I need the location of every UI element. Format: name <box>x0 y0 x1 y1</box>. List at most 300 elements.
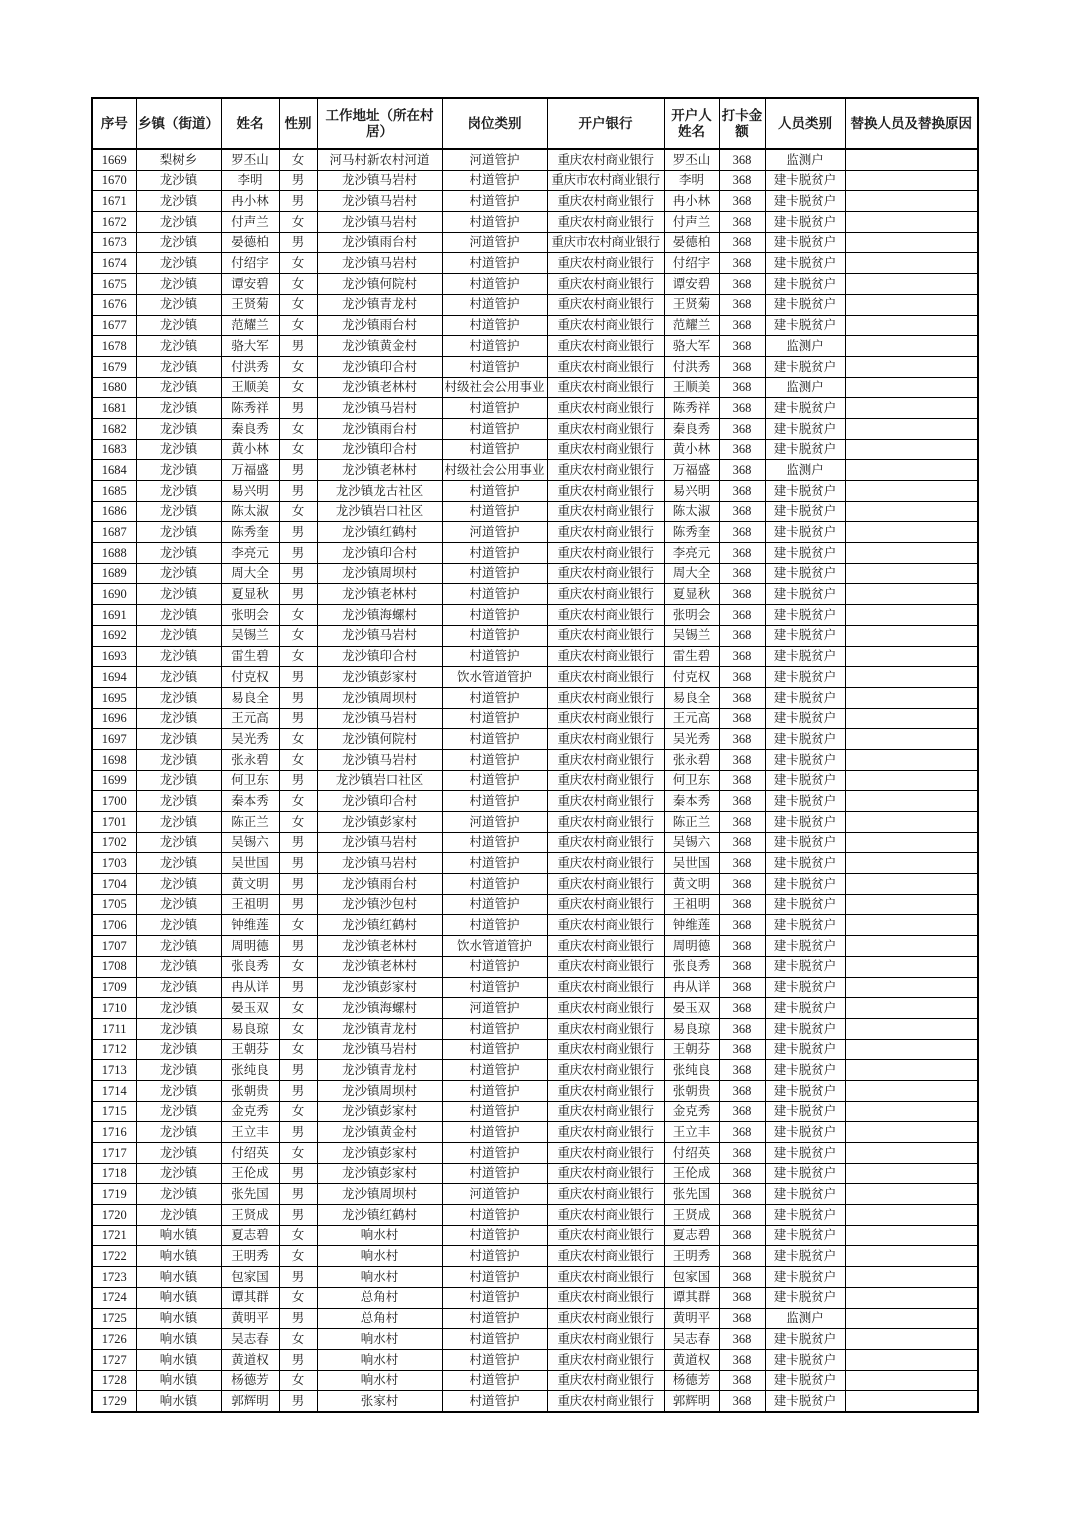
table-cell-leibie: 建卡脱贫户 <box>765 1039 845 1060</box>
table-row <box>92 853 978 874</box>
table-cell-xuhao: 1717 <box>92 1143 136 1164</box>
table-cell-xiangzhen: 龙沙镇 <box>136 956 221 977</box>
table-cell-dizhi: 龙沙镇沙包村 <box>317 894 442 915</box>
table-cell-leibie: 建卡脱贫户 <box>765 853 845 874</box>
table-cell-yinhang: 重庆农村商业银行 <box>547 1060 664 1081</box>
table-cell-kaihuren: 付洪秀 <box>664 356 719 377</box>
table-cell-yinhang: 重庆农村商业银行 <box>547 543 664 564</box>
table-cell-xuhao: 1694 <box>92 667 136 688</box>
table-cell-xingming: 雷生碧 <box>221 646 279 667</box>
table-cell-jine: 368 <box>719 687 765 708</box>
table-cell-kaihuren: 陈秀祥 <box>664 398 719 419</box>
table-cell-dizhi: 龙沙镇龙古社区 <box>317 481 442 502</box>
table-cell-xingbie: 男 <box>279 191 317 212</box>
table-row <box>92 977 978 998</box>
table-cell-yinhang: 重庆农村商业银行 <box>547 1122 664 1143</box>
table-cell-yinhang: 重庆农村商业银行 <box>547 646 664 667</box>
table-cell-xuhao: 1720 <box>92 1205 136 1226</box>
table-cell-gangwei: 村道管护 <box>442 749 547 770</box>
table-cell-gangwei: 村道管护 <box>442 253 547 274</box>
table-cell-kaihuren: 黄文明 <box>664 874 719 895</box>
table-cell-dizhi: 龙沙镇岩口社区 <box>317 770 442 791</box>
table-cell-jine: 368 <box>719 191 765 212</box>
table-cell-gangwei: 村道管护 <box>442 729 547 750</box>
table-cell-xingbie: 男 <box>279 1391 317 1412</box>
table-cell-xuhao: 1687 <box>92 522 136 543</box>
table-cell-xingming: 张先国 <box>221 1184 279 1205</box>
table-cell-gangwei: 河道管护 <box>442 522 547 543</box>
table-cell-leibie: 建卡脱贫户 <box>765 1246 845 1267</box>
table-row <box>92 749 978 770</box>
table-cell-xingming: 范耀兰 <box>221 315 279 336</box>
table-cell-dizhi: 龙沙镇印合村 <box>317 646 442 667</box>
table-cell-dizhi: 龙沙镇老林村 <box>317 584 442 605</box>
table-cell-xingbie: 女 <box>279 998 317 1019</box>
table-row <box>92 356 978 377</box>
table-cell-jine: 368 <box>719 584 765 605</box>
table-cell-yinhang: 重庆农村商业银行 <box>547 481 664 502</box>
table-cell-dizhi: 龙沙镇周坝村 <box>317 563 442 584</box>
table-cell-jine: 368 <box>719 1184 765 1205</box>
table-row <box>92 191 978 212</box>
table-cell-tihuan <box>845 708 978 729</box>
table-cell-jine: 368 <box>719 1287 765 1308</box>
table-row <box>92 625 978 646</box>
table-cell-gangwei: 村道管护 <box>442 543 547 564</box>
table-cell-xingbie: 女 <box>279 1143 317 1164</box>
table-row <box>92 1246 978 1267</box>
table-cell-dizhi: 总角村 <box>317 1308 442 1329</box>
table-cell-leibie: 建卡脱贫户 <box>765 1184 845 1205</box>
table-cell-xingbie: 女 <box>279 1018 317 1039</box>
table-cell-dizhi: 龙沙镇印合村 <box>317 356 442 377</box>
table-cell-xingming: 金克秀 <box>221 1101 279 1122</box>
table-cell-leibie: 建卡脱贫户 <box>765 1225 845 1246</box>
table-cell-leibie: 建卡脱贫户 <box>765 170 845 191</box>
table-cell-leibie: 建卡脱贫户 <box>765 212 845 233</box>
column-header-tihuan: 替换人员及替换原因 <box>845 98 978 149</box>
table-cell-jine: 368 <box>719 170 765 191</box>
table-cell-gangwei: 村道管护 <box>442 274 547 295</box>
table-cell-jine: 368 <box>719 1349 765 1370</box>
table-row <box>92 1101 978 1122</box>
table-cell-xingming: 陈秀祥 <box>221 398 279 419</box>
table-cell-xuhao: 1695 <box>92 687 136 708</box>
table-cell-jine: 368 <box>719 460 765 481</box>
table-cell-gangwei: 村道管护 <box>442 605 547 626</box>
table-cell-jine: 368 <box>719 708 765 729</box>
table-cell-xingbie: 男 <box>279 460 317 481</box>
table-cell-dizhi: 龙沙镇彭家村 <box>317 667 442 688</box>
table-cell-tihuan <box>845 212 978 233</box>
table-cell-kaihuren: 谭安碧 <box>664 274 719 295</box>
table-cell-gangwei: 村道管护 <box>442 1143 547 1164</box>
table-cell-xingming: 付绍宇 <box>221 253 279 274</box>
table-cell-yinhang: 重庆农村商业银行 <box>547 936 664 957</box>
table-cell-gangwei: 村道管护 <box>442 170 547 191</box>
table-cell-yinhang: 重庆农村商业银行 <box>547 191 664 212</box>
table-cell-dizhi: 龙沙镇黄金村 <box>317 1122 442 1143</box>
table-row <box>92 1163 978 1184</box>
table-cell-tihuan <box>845 418 978 439</box>
table-cell-tihuan <box>845 253 978 274</box>
table-cell-xiangzhen: 响水镇 <box>136 1267 221 1288</box>
table-cell-leibie: 建卡脱贫户 <box>765 812 845 833</box>
table-row <box>92 874 978 895</box>
table-cell-kaihuren: 万福盛 <box>664 460 719 481</box>
table-cell-jine: 368 <box>719 915 765 936</box>
table-row <box>92 1018 978 1039</box>
table-cell-gangwei: 村道管护 <box>442 336 547 357</box>
column-header-yinhang: 开户银行 <box>547 98 664 149</box>
table-cell-jine: 368 <box>719 501 765 522</box>
table-cell-xiangzhen: 龙沙镇 <box>136 770 221 791</box>
table-cell-leibie: 建卡脱贫户 <box>765 936 845 957</box>
table-row <box>92 936 978 957</box>
table-row <box>92 1184 978 1205</box>
table-cell-jine: 368 <box>719 1308 765 1329</box>
table-cell-xingming: 晏玉双 <box>221 998 279 1019</box>
table-cell-xingbie: 男 <box>279 563 317 584</box>
table-cell-gangwei: 村道管护 <box>442 294 547 315</box>
table-cell-kaihuren: 周大全 <box>664 563 719 584</box>
table-cell-dizhi: 龙沙镇彭家村 <box>317 812 442 833</box>
table-cell-xuhao: 1669 <box>92 149 136 170</box>
table-cell-dizhi: 龙沙镇老林村 <box>317 956 442 977</box>
table-cell-yinhang: 重庆农村商业银行 <box>547 294 664 315</box>
table-cell-jine: 368 <box>719 377 765 398</box>
table-cell-leibie: 建卡脱贫户 <box>765 1205 845 1226</box>
table-cell-kaihuren: 吴志春 <box>664 1329 719 1350</box>
table-cell-jine: 368 <box>719 874 765 895</box>
table-cell-xuhao: 1700 <box>92 791 136 812</box>
table-cell-xiangzhen: 响水镇 <box>136 1349 221 1370</box>
table-cell-jine: 368 <box>719 936 765 957</box>
table-cell-kaihuren: 吴世国 <box>664 853 719 874</box>
table-cell-kaihuren: 付声兰 <box>664 212 719 233</box>
table-cell-gangwei: 村道管护 <box>442 1287 547 1308</box>
table-cell-tihuan <box>845 915 978 936</box>
table-cell-xiangzhen: 龙沙镇 <box>136 481 221 502</box>
table-body <box>92 149 978 1412</box>
table-cell-xingbie: 女 <box>279 625 317 646</box>
table-cell-xingming: 王明秀 <box>221 1246 279 1267</box>
table-cell-xingbie: 女 <box>279 605 317 626</box>
table-cell-xiangzhen: 响水镇 <box>136 1246 221 1267</box>
table-cell-gangwei: 河道管护 <box>442 812 547 833</box>
table-cell-xingbie: 女 <box>279 315 317 336</box>
table-cell-xingming: 王元高 <box>221 708 279 729</box>
table-cell-xuhao: 1684 <box>92 460 136 481</box>
table-cell-yinhang: 重庆农村商业银行 <box>547 977 664 998</box>
table-cell-kaihuren: 夏显秋 <box>664 584 719 605</box>
table-cell-kaihuren: 冉小林 <box>664 191 719 212</box>
table-cell-leibie: 建卡脱贫户 <box>765 356 845 377</box>
table-cell-yinhang: 重庆农村商业银行 <box>547 253 664 274</box>
table-cell-xiangzhen: 龙沙镇 <box>136 439 221 460</box>
table-cell-xingming: 钟维莲 <box>221 915 279 936</box>
table-cell-xiangzhen: 梨树乡 <box>136 149 221 170</box>
table-cell-xiangzhen: 龙沙镇 <box>136 501 221 522</box>
table-cell-kaihuren: 黄明平 <box>664 1308 719 1329</box>
table-cell-xiangzhen: 响水镇 <box>136 1329 221 1350</box>
table-cell-jine: 368 <box>719 212 765 233</box>
table-cell-dizhi: 响水村 <box>317 1349 442 1370</box>
table-cell-xingbie: 女 <box>279 956 317 977</box>
table-cell-xiangzhen: 龙沙镇 <box>136 936 221 957</box>
table-cell-kaihuren: 易良全 <box>664 687 719 708</box>
table-cell-tihuan <box>845 481 978 502</box>
table-cell-gangwei: 村道管护 <box>442 1349 547 1370</box>
table-cell-dizhi: 龙沙镇周坝村 <box>317 1080 442 1101</box>
table-cell-tihuan <box>845 501 978 522</box>
table-cell-leibie: 建卡脱贫户 <box>765 749 845 770</box>
table-cell-xingbie: 女 <box>279 1287 317 1308</box>
table-cell-dizhi: 龙沙镇彭家村 <box>317 1143 442 1164</box>
table-row <box>92 832 978 853</box>
table-cell-xingbie: 男 <box>279 584 317 605</box>
table-cell-xuhao: 1673 <box>92 232 136 253</box>
table-cell-dizhi: 龙沙镇红鹤村 <box>317 522 442 543</box>
table-cell-leibie: 监测户 <box>765 149 845 170</box>
table-cell-yinhang: 重庆农村商业银行 <box>547 1205 664 1226</box>
table-cell-gangwei: 村道管护 <box>442 874 547 895</box>
table-cell-jine: 368 <box>719 439 765 460</box>
table-cell-kaihuren: 陈正兰 <box>664 812 719 833</box>
table-cell-xuhao: 1714 <box>92 1080 136 1101</box>
table-cell-yinhang: 重庆农村商业银行 <box>547 460 664 481</box>
table-cell-dizhi: 总角村 <box>317 1287 442 1308</box>
table-cell-xingming: 郭辉明 <box>221 1391 279 1412</box>
table-cell-xingbie: 男 <box>279 336 317 357</box>
table-cell-tihuan <box>845 1370 978 1391</box>
table-cell-xuhao: 1701 <box>92 812 136 833</box>
table-cell-leibie: 建卡脱贫户 <box>765 770 845 791</box>
table-cell-xiangzhen: 响水镇 <box>136 1391 221 1412</box>
table-cell-tihuan <box>845 936 978 957</box>
table-cell-leibie: 建卡脱贫户 <box>765 253 845 274</box>
table-cell-tihuan <box>845 853 978 874</box>
table-cell-xingbie: 男 <box>279 1308 317 1329</box>
table-cell-xiangzhen: 龙沙镇 <box>136 191 221 212</box>
table-cell-jine: 368 <box>719 1370 765 1391</box>
table-cell-xuhao: 1706 <box>92 915 136 936</box>
table-cell-tihuan <box>845 1080 978 1101</box>
table-cell-kaihuren: 王贤菊 <box>664 294 719 315</box>
table-cell-kaihuren: 陈秀奎 <box>664 522 719 543</box>
table-cell-kaihuren: 黄道权 <box>664 1349 719 1370</box>
table-cell-tihuan <box>845 749 978 770</box>
table-cell-xiangzhen: 龙沙镇 <box>136 977 221 998</box>
table-cell-leibie: 建卡脱贫户 <box>765 1060 845 1081</box>
table-cell-yinhang: 重庆农村商业银行 <box>547 708 664 729</box>
table-cell-xuhao: 1680 <box>92 377 136 398</box>
table-cell-dizhi: 响水村 <box>317 1329 442 1350</box>
table-cell-tihuan <box>845 687 978 708</box>
table-cell-jine: 368 <box>719 1039 765 1060</box>
table-cell-xingming: 夏显秋 <box>221 584 279 605</box>
table-cell-xingming: 万福盛 <box>221 460 279 481</box>
table-cell-xingming: 张永碧 <box>221 749 279 770</box>
table-cell-tihuan <box>845 1267 978 1288</box>
table-cell-xiangzhen: 龙沙镇 <box>136 377 221 398</box>
table-cell-gangwei: 村道管护 <box>442 832 547 853</box>
table-cell-yinhang: 重庆农村商业银行 <box>547 915 664 936</box>
table-cell-xingming: 吴志春 <box>221 1329 279 1350</box>
table-cell-yinhang: 重庆农村商业银行 <box>547 522 664 543</box>
table-cell-yinhang: 重庆农村商业银行 <box>547 1370 664 1391</box>
table-cell-xingbie: 女 <box>279 1039 317 1060</box>
table-row <box>92 1267 978 1288</box>
table-cell-tihuan <box>845 274 978 295</box>
table-cell-xiangzhen: 龙沙镇 <box>136 853 221 874</box>
table-cell-xiangzhen: 龙沙镇 <box>136 1039 221 1060</box>
table-cell-jine: 368 <box>719 1080 765 1101</box>
table-cell-xingbie: 女 <box>279 646 317 667</box>
table-cell-xuhao: 1675 <box>92 274 136 295</box>
table-cell-yinhang: 重庆农村商业银行 <box>547 1287 664 1308</box>
table-cell-dizhi: 龙沙镇何院村 <box>317 274 442 295</box>
table-cell-dizhi: 龙沙镇彭家村 <box>317 1101 442 1122</box>
table-row <box>92 998 978 1019</box>
table-cell-gangwei: 村道管护 <box>442 1225 547 1246</box>
table-cell-tihuan <box>845 832 978 853</box>
table-cell-xiangzhen: 响水镇 <box>136 1287 221 1308</box>
table-cell-kaihuren: 谭其群 <box>664 1287 719 1308</box>
table-cell-dizhi: 张家村 <box>317 1391 442 1412</box>
table-cell-xingbie: 男 <box>279 1267 317 1288</box>
table-row <box>92 253 978 274</box>
table-cell-leibie: 建卡脱贫户 <box>765 667 845 688</box>
table-cell-xiangzhen: 龙沙镇 <box>136 729 221 750</box>
table-cell-jine: 368 <box>719 543 765 564</box>
table-cell-gangwei: 村道管护 <box>442 956 547 977</box>
table-cell-gangwei: 村道管护 <box>442 563 547 584</box>
table-cell-xiangzhen: 龙沙镇 <box>136 522 221 543</box>
table-cell-jine: 368 <box>719 625 765 646</box>
table-cell-yinhang: 重庆农村商业银行 <box>547 853 664 874</box>
table-cell-leibie: 建卡脱贫户 <box>765 1163 845 1184</box>
table-cell-leibie: 建卡脱贫户 <box>765 274 845 295</box>
table-row <box>92 336 978 357</box>
table-cell-xingming: 易良琼 <box>221 1018 279 1039</box>
table-cell-xingbie: 男 <box>279 936 317 957</box>
table-cell-tihuan <box>845 1163 978 1184</box>
table-row <box>92 791 978 812</box>
table-row <box>92 232 978 253</box>
table-cell-yinhang: 重庆农村商业银行 <box>547 605 664 626</box>
table-cell-dizhi: 龙沙镇岩口社区 <box>317 501 442 522</box>
table-row <box>92 770 978 791</box>
table-cell-xuhao: 1691 <box>92 605 136 626</box>
table-cell-xiangzhen: 响水镇 <box>136 1308 221 1329</box>
table-row <box>92 149 978 170</box>
table-cell-tihuan <box>845 1184 978 1205</box>
table-cell-xuhao: 1718 <box>92 1163 136 1184</box>
table-cell-xingming: 冉小林 <box>221 191 279 212</box>
table-cell-dizhi: 河马村新农村河道 <box>317 149 442 170</box>
table-cell-dizhi: 龙沙镇海螺村 <box>317 605 442 626</box>
table-cell-tihuan <box>845 377 978 398</box>
table-cell-yinhang: 重庆农村商业银行 <box>547 315 664 336</box>
table-cell-xingbie: 女 <box>279 377 317 398</box>
table-cell-dizhi: 龙沙镇印合村 <box>317 543 442 564</box>
table-cell-xingbie: 男 <box>279 1184 317 1205</box>
table-cell-xingming: 陈正兰 <box>221 812 279 833</box>
table-cell-leibie: 建卡脱贫户 <box>765 1287 845 1308</box>
table-cell-kaihuren: 范耀兰 <box>664 315 719 336</box>
table-cell-xingbie: 女 <box>279 356 317 377</box>
table-cell-xiangzhen: 龙沙镇 <box>136 646 221 667</box>
table-cell-xingbie: 女 <box>279 212 317 233</box>
table-cell-xuhao: 1670 <box>92 170 136 191</box>
table-cell-dizhi: 龙沙镇马岩村 <box>317 853 442 874</box>
table-row <box>92 812 978 833</box>
table-cell-xuhao: 1699 <box>92 770 136 791</box>
table-cell-tihuan <box>845 770 978 791</box>
table-cell-jine: 368 <box>719 1225 765 1246</box>
table-cell-xingbie: 男 <box>279 1163 317 1184</box>
table-cell-tihuan <box>845 812 978 833</box>
column-header-xuhao: 序号 <box>92 98 136 149</box>
table-cell-dizhi: 龙沙镇印合村 <box>317 791 442 812</box>
table-cell-tihuan <box>845 1246 978 1267</box>
table-cell-yinhang: 重庆农村商业银行 <box>547 1225 664 1246</box>
table-cell-xiangzhen: 龙沙镇 <box>136 874 221 895</box>
table-cell-dizhi: 龙沙镇老林村 <box>317 460 442 481</box>
table-cell-kaihuren: 陈太淑 <box>664 501 719 522</box>
table-cell-xingming: 骆大军 <box>221 336 279 357</box>
table-cell-kaihuren: 张先国 <box>664 1184 719 1205</box>
table-cell-xingming: 王朝芬 <box>221 1039 279 1060</box>
table-cell-xingbie: 女 <box>279 1246 317 1267</box>
table-cell-kaihuren: 张明会 <box>664 605 719 626</box>
table-cell-xuhao: 1690 <box>92 584 136 605</box>
table-cell-xiangzhen: 龙沙镇 <box>136 1184 221 1205</box>
document-page <box>91 97 977 1413</box>
table-cell-dizhi: 龙沙镇印合村 <box>317 439 442 460</box>
table-cell-yinhang: 重庆农村商业银行 <box>547 770 664 791</box>
table-cell-leibie: 建卡脱贫户 <box>765 1349 845 1370</box>
table-cell-yinhang: 重庆农村商业银行 <box>547 729 664 750</box>
table-cell-gangwei: 村道管护 <box>442 501 547 522</box>
table-cell-gangwei: 河道管护 <box>442 149 547 170</box>
table-cell-jine: 368 <box>719 832 765 853</box>
table-cell-jine: 368 <box>719 1246 765 1267</box>
table-cell-yinhang: 重庆农村商业银行 <box>547 1391 664 1412</box>
table-cell-xiangzhen: 龙沙镇 <box>136 1060 221 1081</box>
table-cell-xiangzhen: 龙沙镇 <box>136 170 221 191</box>
table-row <box>92 377 978 398</box>
table-row <box>92 1349 978 1370</box>
table-cell-yinhang: 重庆农村商业银行 <box>547 1039 664 1060</box>
table-cell-leibie: 建卡脱贫户 <box>765 1267 845 1288</box>
table-cell-kaihuren: 黄小林 <box>664 439 719 460</box>
table-cell-xiangzhen: 龙沙镇 <box>136 667 221 688</box>
table-row <box>92 956 978 977</box>
table-cell-xingming: 吴锡六 <box>221 832 279 853</box>
table-cell-kaihuren: 王朝芬 <box>664 1039 719 1060</box>
table-cell-kaihuren: 王立丰 <box>664 1122 719 1143</box>
table-cell-kaihuren: 吴光秀 <box>664 729 719 750</box>
table-cell-kaihuren: 付克权 <box>664 667 719 688</box>
column-header-xingbie: 性别 <box>279 98 317 149</box>
table-cell-tihuan <box>845 1101 978 1122</box>
column-header-kaihuren: 开户人姓名 <box>664 98 719 149</box>
table-cell-xiangzhen: 龙沙镇 <box>136 274 221 295</box>
table-cell-xiangzhen: 龙沙镇 <box>136 791 221 812</box>
table-cell-gangwei: 村道管护 <box>442 481 547 502</box>
